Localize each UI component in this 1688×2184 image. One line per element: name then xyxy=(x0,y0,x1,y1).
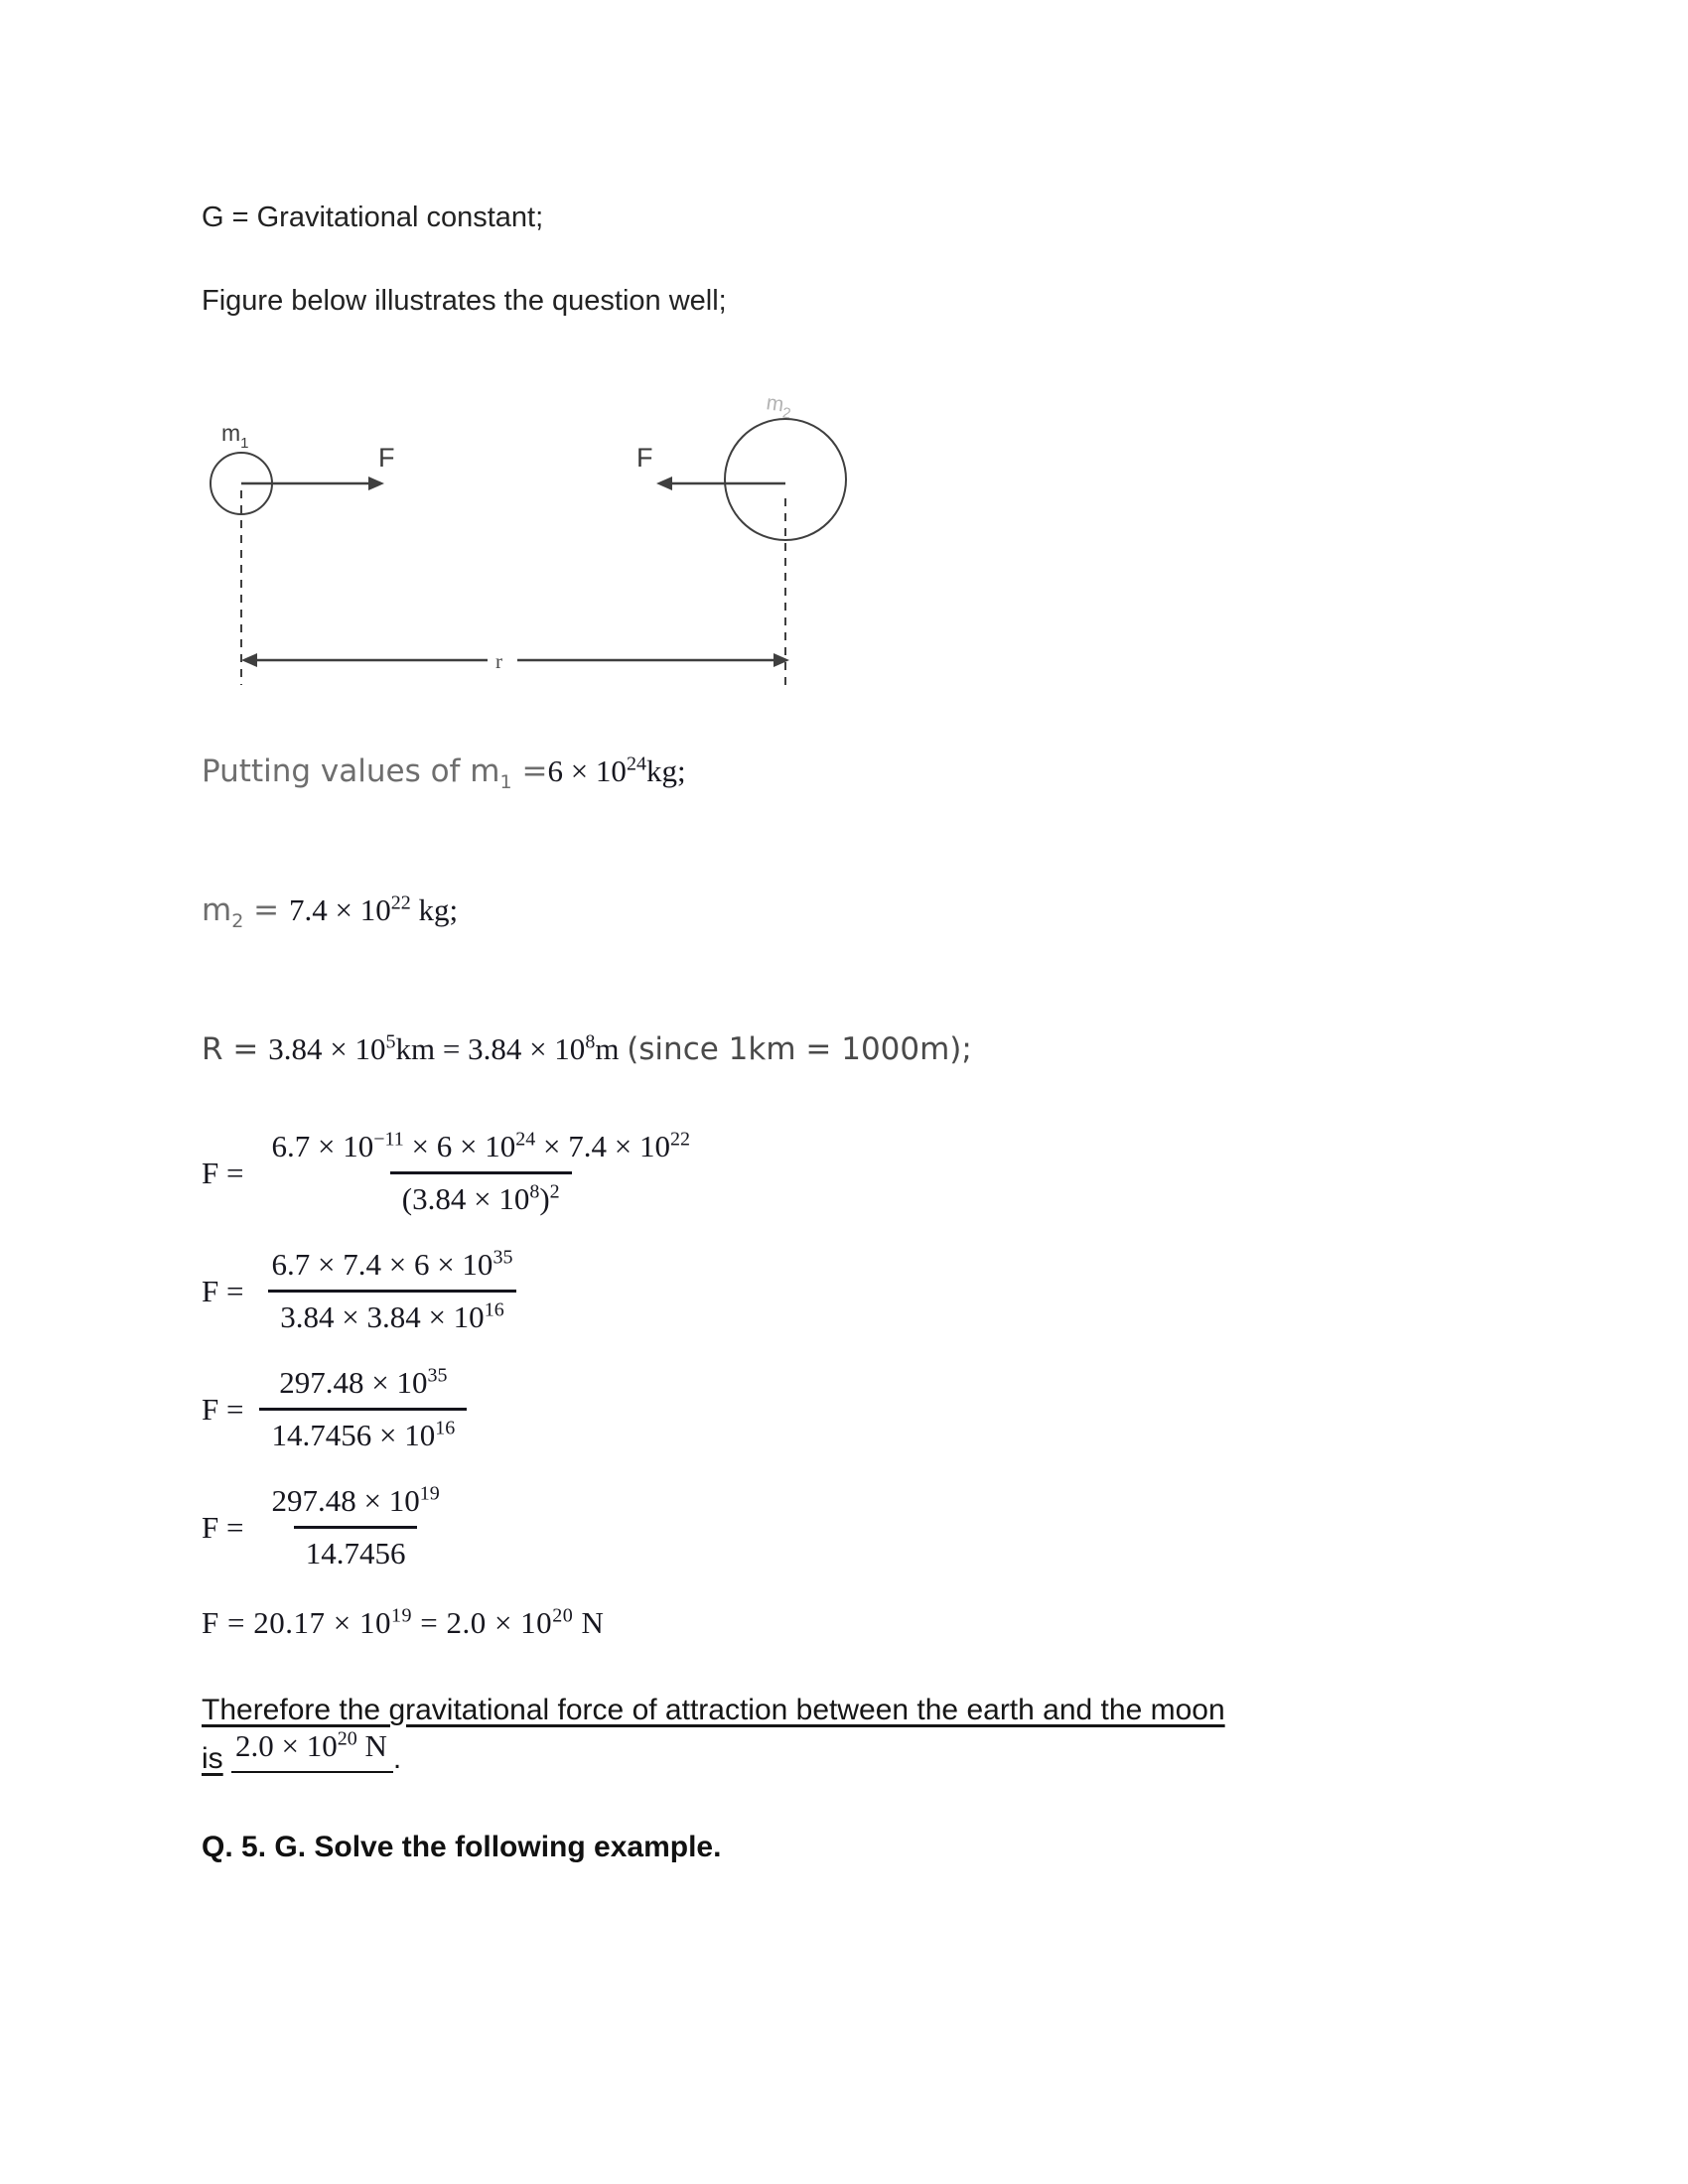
equation-m2-value: $m_2 = 7.4 \times 10^{22}$ kg; xyxy=(202,891,459,933)
mass2-label: $m_2$ xyxy=(765,391,792,423)
fraction xyxy=(259,1365,467,1453)
fraction-numerator: $297.48 \times 10^{19}$ xyxy=(271,1482,440,1518)
mass2-circle xyxy=(725,419,846,540)
force-label-left: F xyxy=(378,443,395,473)
conclusion-period: . xyxy=(392,1742,402,1775)
conclusion-result-value: $2.0 \times 10^{20}$ N xyxy=(231,1724,393,1773)
fraction-denominator: $(3.84 \times 10^8)^2$ xyxy=(390,1171,572,1217)
conclusion-line2 xyxy=(202,1727,1529,1785)
conclusion xyxy=(202,1689,1529,1785)
text-figure-intro: Figure below illustrates the question well; xyxy=(202,285,727,317)
conclusion-line1-text: Therefore the gravitational force of attraction between the earth and the moon xyxy=(202,1694,1225,1726)
distance-label: r xyxy=(495,649,502,673)
conclusion-line1 xyxy=(202,1689,1529,1732)
fraction-numerator: $6.7 \times 10^{-11} \times 6 \times 10^{24} \times 7.4 \times 10^{22}$ xyxy=(271,1128,690,1163)
mass1-label: $m_1$ xyxy=(221,420,249,452)
fraction-denominator: $3.84 \times 3.84 \times 10^{16}$ xyxy=(268,1290,515,1335)
fraction-numerator: $6.7 \times 7.4 \times 6 \times 10^{35}$ xyxy=(271,1246,513,1282)
gravitation-figure-svg xyxy=(202,379,877,697)
fraction xyxy=(259,1129,701,1217)
conclusion-is-word: is xyxy=(202,1742,223,1775)
text-g-constant: G = Gravitational constant; xyxy=(202,202,544,233)
equation-f-step1 xyxy=(202,1129,1529,1217)
fraction-denominator: $14.7456 \times 10^{16}$ xyxy=(259,1408,467,1453)
figure-diagram xyxy=(202,379,1529,702)
equation-r-value: $R = 3.84 \times 10^5km = 3.84 \times 10^8m$ (since 1km = 1000m); xyxy=(202,1030,972,1067)
equation-f-step3 xyxy=(202,1365,1529,1453)
fraction-lhs: F = xyxy=(202,1155,244,1190)
force-arrowhead-m2-icon xyxy=(656,477,672,490)
fraction-numerator: $297.48 \times 10^{35}$ xyxy=(279,1364,448,1400)
fraction-lhs: F = xyxy=(202,1509,244,1545)
question-heading: Q. 5. G. Solve the following example. xyxy=(202,1831,722,1863)
fraction xyxy=(259,1483,451,1571)
distance-arrowhead-right-icon xyxy=(774,653,789,667)
force-label-right: F xyxy=(636,443,653,473)
force-arrowhead-m1-icon xyxy=(368,477,384,490)
equation-putting-values: Putting values of $m_1 =6 \times 10^{24}kg$; xyxy=(202,752,686,794)
equation-f-step2 xyxy=(202,1247,1529,1335)
equation-result: $F = 20.17 \times 10^{19} = 2.0 \times 10^{20}$ N xyxy=(202,1604,605,1640)
fraction-lhs: F = xyxy=(202,1391,244,1427)
fraction xyxy=(259,1247,524,1335)
fraction-denominator: 14.7456 xyxy=(294,1526,418,1571)
equation-f-step4 xyxy=(202,1483,1529,1571)
fraction-lhs: F = xyxy=(202,1273,244,1308)
